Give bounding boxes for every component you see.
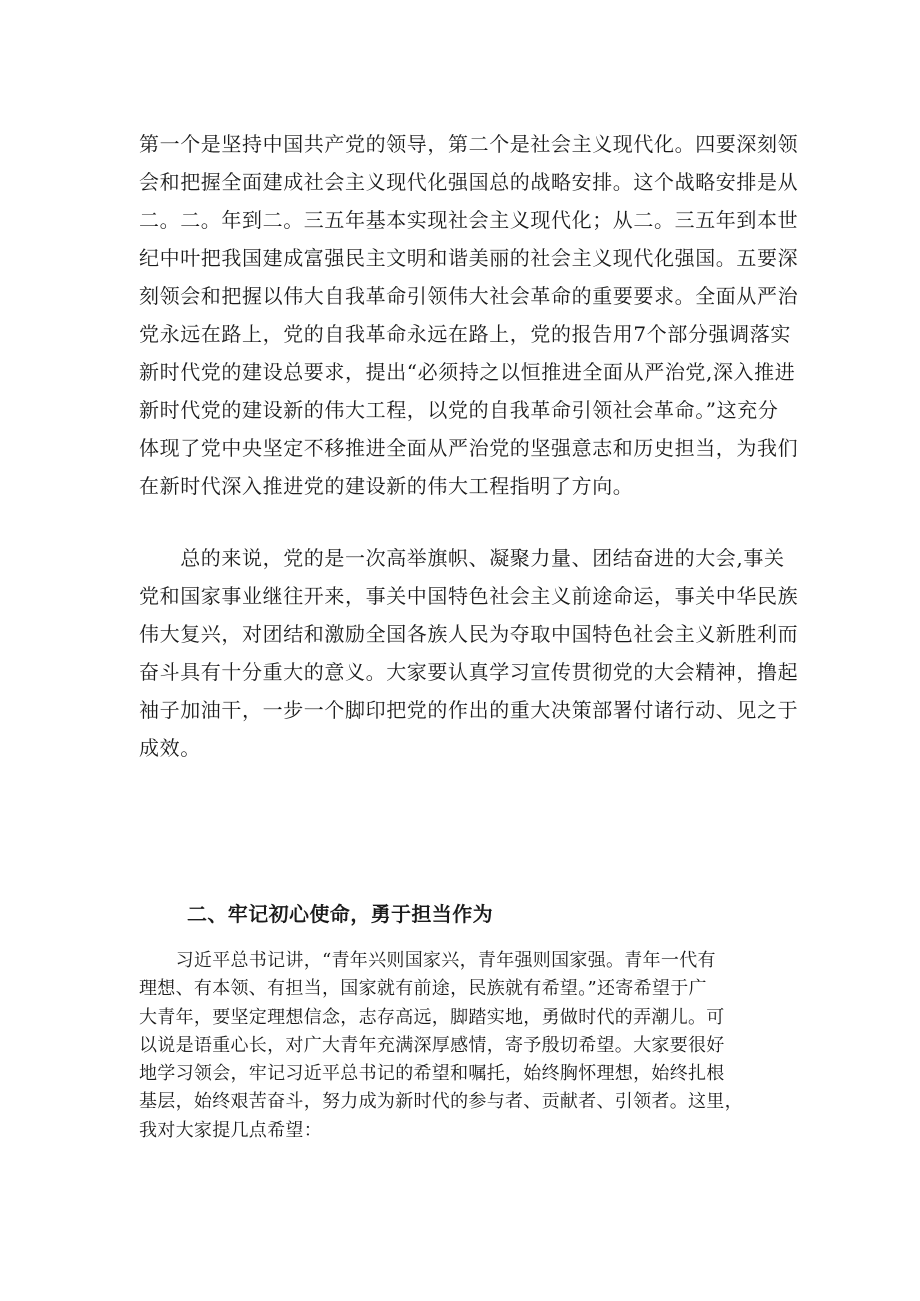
paragraph-line: 新时代党的建设新的伟大工程，以党的自我革命引领社会革命。”这充分: [139, 398, 779, 422]
paragraph-line: 纪中叶把我国建成富强民主文明和谐美丽的社会主义现代化强国。五要深: [139, 246, 799, 270]
paragraph-line: 奋斗具有十分重大的意义。大家要认真学习宣传贯彻党的大会精神，撸起: [139, 660, 799, 684]
paragraph-spacer: [139, 505, 787, 539]
paragraph-line: 大青年，要坚定理想信念，志存高远，脚踏实地，勇做时代的弄潮儿。可: [139, 1006, 725, 1028]
paragraph-line: 新时代党的建设总要求，提出“必须持之以恒推进全面从严治党,深入推进: [139, 360, 796, 384]
paragraph-line: 会和把握全面建成社会主义现代化强国总的战略安排。这个战略安排是从: [139, 170, 799, 194]
paragraph-line: 党和国家事业继往开来，事关中国特色社会主义前途命运，事关中华民族: [139, 584, 799, 608]
paragraph-line: 习近平总书记讲，“青年兴则国家兴，青年强则国家强。青年一代有: [139, 950, 716, 971]
paragraph-line: 二。二。年到二。三五年基本实现社会主义现代化；从二。三五年到本世: [139, 208, 799, 232]
paragraph-line: 党永远在路上，党的自我革命永远在路上，党的报告用7个部分强调落实: [139, 322, 791, 346]
paragraph-line: 地学习领会，牢记习近平总书记的希望和嘱托，始终胸怀理想，始终扎根: [139, 1063, 725, 1085]
paragraph-line: 总的来说，党的是一次高举旗帜、凝聚力量、团结奋进的大会,事关: [139, 546, 785, 570]
paragraph-line: 袖子加油干，一步一个脚印把党的作出的重大决策部署付诸行动、见之于: [139, 698, 799, 722]
body-text-upper: [139, 125, 799, 767]
paragraph-line: 以说是语重心长，对广大青年充满深厚感情，寄予殷切希望。大家要很好: [139, 1034, 725, 1056]
paragraph-line: 在新时代深入推进党的建设新的伟大工程指明了方向。: [139, 474, 634, 498]
paragraph-line: 理想、有本领、有担当，国家就有前途，民族就有希望。”还寄希望于广: [139, 978, 707, 1000]
paragraph-line: 体现了党中央坚定不移推进全面从严治党的坚强意志和历史担当，为我们: [139, 436, 799, 460]
paragraph-line: 伟大复兴，对团结和激励全国各族人民为夺取中国特色社会主义新胜利而: [139, 622, 799, 646]
section-heading: 二、牢记初心使命，勇于担当作为: [187, 902, 493, 926]
paragraph-line: 成效。: [139, 736, 201, 760]
body-text-lower: [139, 947, 799, 1145]
paragraph-line: 刻领会和把握以伟大自我革命引领伟大社会革命的重要要求。全面从严治: [139, 284, 799, 308]
paragraph-line: 我对大家提几点希望：: [139, 1119, 322, 1141]
paragraph-line: 第一个是坚持中国共产党的领导，第二个是社会主义现代化。四要深刻领: [139, 132, 799, 156]
paragraph-line: 基层，始终艰苦奋斗，努力成为新时代的参与者、贡献者、引领者。这里，: [139, 1091, 743, 1113]
